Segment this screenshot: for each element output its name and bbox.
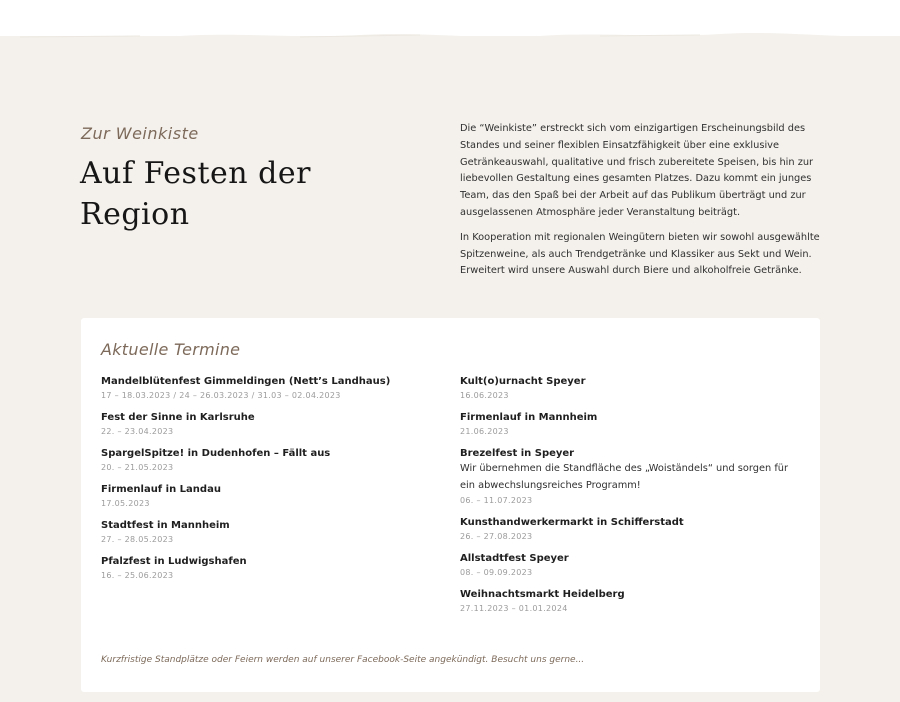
event-name: Stadtfest in Mannheim xyxy=(101,520,230,531)
event-item xyxy=(101,519,446,546)
event-name: Weihnachtsmarkt Heidelberg xyxy=(460,589,625,600)
event-date: 22. – 23.04.2023 xyxy=(101,427,174,436)
event-item xyxy=(101,375,446,402)
event-name: Firmenlauf in Mannheim xyxy=(460,412,598,423)
event-date: 17 – 18.03.2023 / 24 – 26.03.2023 / 31.03 – 02.04.2023 xyxy=(101,391,341,400)
event-item xyxy=(460,411,805,438)
section-kicker: Zur Weinkiste xyxy=(81,124,199,143)
event-item xyxy=(460,552,805,579)
event-item xyxy=(460,588,805,615)
events-title: Aktuelle Termine xyxy=(101,340,241,359)
intro-paragraph: Die “Weinkiste” erstreckt sich vom einzigartigen Erscheinungsbild des Standes und seiner flexiblen Einsatzfähigkeit über eine exklusive Getränkeauswahl, qualitative und frisch zubereitete Speisen, bis hin zur liebevollen Gestaltung eines gesamten Platzes. Dazu kommt ein junges Team, das den Spaß bei der Arbeit auf das Publikum überträgt und zur ausgelassenen Atmosphäre jeder Veranstaltung beiträgt. xyxy=(460,123,814,218)
event-name: Kult(o)urnacht Speyer xyxy=(460,376,586,387)
facebook-note: Kurzfristige Standplätze oder Feiern werden auf unserer Facebook-Seite angekündigt. Besucht uns gerne... xyxy=(101,655,585,665)
event-name: SpargelSpitze! in Dudenhofen – Fällt aus xyxy=(101,448,331,459)
event-date: 16.06.2023 xyxy=(460,391,509,400)
event-item xyxy=(101,447,446,474)
event-date: 08. – 09.09.2023 xyxy=(460,568,533,577)
event-date: 20. – 21.05.2023 xyxy=(101,463,174,472)
event-name: Mandelblütenfest Gimmeldingen (Nett’s Landhaus) xyxy=(101,376,391,387)
event-name: Allstadtfest Speyer xyxy=(460,553,569,564)
event-name: Firmenlauf in Landau xyxy=(101,484,221,495)
event-item xyxy=(101,411,446,438)
event-name: Fest der Sinne in Karlsruhe xyxy=(101,412,255,423)
page-title: Auf Festen der Region xyxy=(80,156,311,232)
event-name: Pfalzfest in Ludwigshafen xyxy=(101,556,247,567)
event-item xyxy=(460,516,805,543)
event-date: 16. – 25.06.2023 xyxy=(101,571,174,580)
event-item xyxy=(460,375,805,402)
event-date: 27. – 28.05.2023 xyxy=(101,535,174,544)
brush-stroke-edge xyxy=(0,28,900,48)
events-card xyxy=(81,318,820,692)
event-item xyxy=(101,555,446,582)
event-date: 21.06.2023 xyxy=(460,427,509,436)
events-column-right xyxy=(460,375,805,624)
event-name: Kunsthandwerkermarkt in Schifferstadt xyxy=(460,517,684,528)
event-description: Wir übernehmen die Standfläche des „Woiständels“ und sorgen für ein abwechslungsreiches Programm! xyxy=(460,463,789,491)
event-date: 27.11.2023 – 01.01.2024 xyxy=(460,604,568,613)
event-date: 26. – 27.08.2023 xyxy=(460,532,533,541)
events-column-left xyxy=(101,375,446,591)
event-name: Brezelfest in Speyer xyxy=(460,448,575,459)
intro-text xyxy=(460,121,820,288)
event-date: 17.05.2023 xyxy=(101,499,150,508)
intro-paragraph: In Kooperation mit regionalen Weingütern bieten wir sowohl ausgewählte Spitzenweine, als auch Trendgetränke und Klassiker aus Sekt und Wein. Erweitert wird unsere Auswahl durch Biere und alkoholfreie Getränke. xyxy=(460,231,820,277)
event-item xyxy=(101,483,446,510)
event-item xyxy=(460,447,805,507)
event-date: 06. – 11.07.2023 xyxy=(460,496,533,505)
